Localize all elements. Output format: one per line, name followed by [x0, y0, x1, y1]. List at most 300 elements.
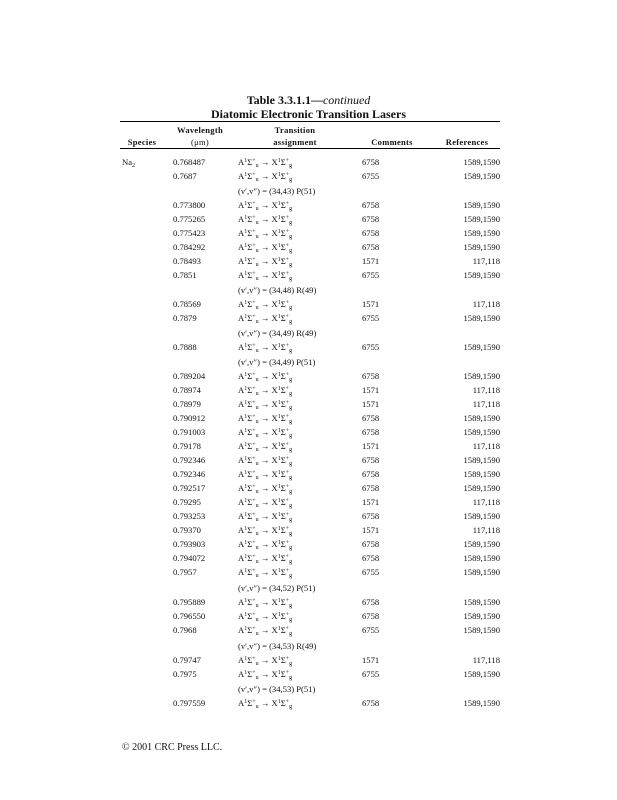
- transition-part: X: [271, 242, 278, 252]
- transition-part: g: [289, 447, 293, 453]
- transition-part: +: [285, 158, 290, 164]
- transition-part: Σ: [247, 399, 253, 409]
- transition-part: A: [238, 256, 245, 266]
- transition-part: u: [255, 234, 259, 240]
- references-cell: 117,118: [472, 385, 500, 395]
- transition-part: +: [285, 229, 290, 235]
- transition-part: →: [258, 371, 272, 381]
- transition-part: 1: [277, 215, 281, 221]
- references-cell: 1589,1590: [463, 469, 500, 479]
- transition-assignment: [238, 427, 292, 438]
- transition-part: g: [289, 405, 293, 411]
- transition-part: A: [238, 399, 245, 409]
- comments-cell: 6758: [362, 611, 380, 621]
- transition-part: Σ: [280, 597, 286, 607]
- comments-cell: 6758: [362, 511, 380, 521]
- transition-assignment: [238, 441, 292, 452]
- header-top-rule: [120, 121, 500, 122]
- transition-part: X: [271, 228, 278, 238]
- transition-part: g: [289, 475, 293, 481]
- transition-part: u: [255, 305, 259, 311]
- transition-part: g: [289, 419, 293, 425]
- vibrational-label: (v′,v″) = (34,48) R(49): [238, 285, 317, 295]
- transition-part: 1: [277, 626, 281, 632]
- transition-part: 1: [244, 271, 248, 277]
- col-header-wavelength: [165, 124, 235, 148]
- transition-part: X: [271, 427, 278, 437]
- wavelength-cell: 0.79178: [173, 441, 201, 451]
- transition-part: 1: [277, 414, 281, 420]
- transition-part: Σ: [280, 525, 286, 535]
- transition-part: 1: [244, 172, 248, 178]
- transition-part: Σ: [280, 539, 286, 549]
- transition-part: Σ: [247, 483, 253, 493]
- references-cell: 1589,1590: [463, 270, 500, 280]
- transition-part: 1: [244, 314, 248, 320]
- wavelength-cell: 0.797559: [173, 698, 206, 708]
- transition-part: →: [258, 539, 272, 549]
- wavelength-cell: 0.79370: [173, 525, 201, 535]
- transition-part: →: [258, 455, 272, 465]
- transition-part: X: [271, 655, 278, 665]
- transition-part: Σ: [280, 256, 286, 266]
- transition-part: g: [289, 319, 293, 325]
- transition-part: X: [271, 469, 278, 479]
- references-cell: 1589,1590: [463, 200, 500, 210]
- transition-part: →: [258, 342, 272, 352]
- references-cell: 1589,1590: [463, 625, 500, 635]
- wavelength-cell: 0.7957: [173, 567, 197, 577]
- transition-assignment: [238, 171, 292, 182]
- transition-part: +: [252, 526, 256, 532]
- transition-part: 1: [244, 400, 248, 406]
- transition-part: +: [285, 456, 290, 462]
- transition-part: Σ: [247, 597, 253, 607]
- wavelength-cell: 0.775423: [173, 228, 206, 238]
- transition-part: X: [271, 611, 278, 621]
- transition-part: X: [271, 455, 278, 465]
- transition-part: +: [252, 271, 256, 277]
- transition-assignment: [238, 342, 292, 353]
- transition-part: A: [238, 270, 245, 280]
- transition-part: 1: [244, 243, 248, 249]
- transition-assignment: [238, 483, 292, 494]
- references-cell: 1589,1590: [463, 413, 500, 423]
- transition-part: 1: [244, 442, 248, 448]
- transition-part: u: [255, 704, 259, 710]
- references-cell: 1589,1590: [463, 313, 500, 323]
- transition-part: 1: [244, 699, 248, 705]
- transition-part: g: [289, 206, 293, 212]
- transition-part: →: [258, 200, 272, 210]
- transition-part: u: [255, 163, 259, 169]
- references-cell: 1589,1590: [463, 157, 500, 167]
- transition-part: Σ: [280, 299, 286, 309]
- transition-part: A: [238, 427, 245, 437]
- references-cell: 117,118: [472, 399, 500, 409]
- transition-part: 1: [277, 670, 281, 676]
- vibrational-label: (v′,v″) = (34,53) R(49): [238, 641, 317, 651]
- transition-part: Σ: [280, 567, 286, 577]
- transition-part: Σ: [247, 256, 253, 266]
- transition-part: +: [252, 612, 256, 618]
- transition-part: →: [258, 567, 272, 577]
- transition-part: A: [238, 385, 245, 395]
- transition-part: +: [252, 656, 256, 662]
- comments-cell: 1571: [362, 299, 380, 309]
- transition-part: +: [285, 484, 290, 490]
- transition-part: A: [238, 669, 245, 679]
- transition-part: 1: [244, 540, 248, 546]
- transition-part: g: [289, 262, 293, 268]
- transition-part: g: [289, 461, 293, 467]
- transition-part: →: [258, 256, 272, 266]
- transition-part: Σ: [280, 371, 286, 381]
- transition-part: g: [289, 559, 293, 565]
- col-header-species: Species: [127, 137, 157, 147]
- transition-part: +: [285, 215, 290, 221]
- references-cell: 1589,1590: [463, 214, 500, 224]
- transition-part: g: [289, 603, 293, 609]
- transition-part: Σ: [280, 385, 286, 395]
- transition-part: +: [285, 540, 290, 546]
- vibrational-label: (v′,v″) = (34,52) P(51): [238, 583, 316, 593]
- transition-part: Σ: [280, 242, 286, 252]
- transition-part: X: [271, 525, 278, 535]
- transition-part: u: [255, 545, 259, 551]
- transition-part: 1: [244, 612, 248, 618]
- transition-part: +: [285, 343, 290, 349]
- transition-part: X: [271, 157, 278, 167]
- transition-part: →: [258, 214, 272, 224]
- transition-assignment: [238, 413, 292, 424]
- transition-assignment: [238, 655, 292, 666]
- copyright-footer: © 2001 CRC Press LLC.: [122, 742, 223, 753]
- transition-part: g: [289, 348, 293, 354]
- title-continued: continued: [322, 93, 371, 107]
- transition-part: A: [238, 228, 245, 238]
- comments-cell: 6755: [362, 342, 380, 352]
- transition-part: X: [271, 698, 278, 708]
- transition-part: g: [289, 517, 293, 523]
- transition-part: 1: [277, 257, 281, 263]
- transition-part: X: [271, 483, 278, 493]
- transition-part: Σ: [280, 342, 286, 352]
- col-header-wavelength-unit: (μm): [190, 137, 210, 147]
- transition-assignment: [238, 200, 292, 211]
- transition-part: u: [255, 489, 259, 495]
- transition-part: u: [255, 517, 259, 523]
- transition-part: +: [285, 554, 290, 560]
- comments-cell: 1571: [362, 441, 380, 451]
- transition-part: +: [285, 512, 290, 518]
- transition-part: 1: [277, 343, 281, 349]
- transition-part: +: [285, 257, 290, 263]
- references-cell: 1589,1590: [463, 483, 500, 493]
- transition-part: Σ: [280, 483, 286, 493]
- transition-part: 1: [244, 656, 248, 662]
- references-cell: 117,118: [472, 525, 500, 535]
- transition-part: X: [271, 342, 278, 352]
- transition-part: A: [238, 597, 245, 607]
- wavelength-cell: 0.768487: [173, 157, 206, 167]
- wavelength-cell: 0.79295: [173, 497, 201, 507]
- references-cell: 1589,1590: [463, 171, 500, 181]
- transition-part: A: [238, 342, 245, 352]
- transition-part: Σ: [247, 669, 253, 679]
- transition-part: →: [258, 413, 272, 423]
- transition-part: +: [252, 215, 256, 221]
- transition-part: Σ: [247, 553, 253, 563]
- transition-part: u: [255, 531, 259, 537]
- transition-part: Σ: [280, 669, 286, 679]
- wavelength-cell: 0.7968: [173, 625, 197, 635]
- transition-part: A: [238, 525, 245, 535]
- transition-part: 1: [277, 498, 281, 504]
- transition-part: g: [289, 573, 293, 579]
- transition-part: g: [289, 234, 293, 240]
- references-cell: 1589,1590: [463, 342, 500, 352]
- transition-assignment: [238, 567, 292, 578]
- wavelength-cell: 0.792517: [173, 483, 206, 493]
- comments-cell: 1571: [362, 525, 380, 535]
- transition-part: Σ: [247, 539, 253, 549]
- wavelength-cell: 0.789204: [173, 371, 206, 381]
- transition-assignment: [238, 399, 292, 410]
- comments-cell: 1571: [362, 399, 380, 409]
- comments-cell: 6758: [362, 483, 380, 493]
- transition-part: A: [238, 441, 245, 451]
- references-cell: 117,118: [472, 655, 500, 665]
- transition-part: u: [255, 503, 259, 509]
- table-title: [0, 93, 617, 108]
- transition-part: +: [285, 414, 290, 420]
- transition-part: 1: [244, 554, 248, 560]
- transition-part: Σ: [247, 242, 253, 252]
- comments-cell: 6758: [362, 698, 380, 708]
- wavelength-cell: 0.773800: [173, 200, 206, 210]
- comments-cell: 6758: [362, 242, 380, 252]
- transition-part: +: [285, 612, 290, 618]
- vibrational-label: (v′,v″) = (34,49) P(51): [238, 357, 316, 367]
- transition-part: X: [271, 313, 278, 323]
- transition-part: +: [252, 229, 256, 235]
- references-cell: 1589,1590: [463, 567, 500, 577]
- transition-part: g: [289, 675, 293, 681]
- transition-part: X: [271, 371, 278, 381]
- transition-part: Σ: [247, 371, 253, 381]
- comments-cell: 6758: [362, 157, 380, 167]
- header-bottom-rule: [120, 148, 500, 149]
- transition-part: u: [255, 391, 259, 397]
- transition-part: A: [238, 371, 245, 381]
- transition-part: Σ: [247, 567, 253, 577]
- transition-part: Σ: [280, 625, 286, 635]
- wavelength-cell: 0.795889: [173, 597, 206, 607]
- transition-part: Σ: [247, 228, 253, 238]
- wavelength-cell: 0.79747: [173, 655, 201, 665]
- references-cell: 1589,1590: [463, 611, 500, 621]
- transition-part: u: [255, 475, 259, 481]
- transition-part: +: [252, 540, 256, 546]
- comments-cell: 6755: [362, 669, 380, 679]
- wavelength-cell: 0.7687: [173, 171, 197, 181]
- transition-part: Σ: [247, 214, 253, 224]
- transition-part: 1: [244, 470, 248, 476]
- transition-part: 1: [244, 626, 248, 632]
- transition-part: u: [255, 319, 259, 325]
- transition-part: 1: [277, 271, 281, 277]
- transition-part: 1: [277, 456, 281, 462]
- transition-part: +: [252, 456, 256, 462]
- transition-part: +: [252, 598, 256, 604]
- transition-assignment: [238, 497, 292, 508]
- transition-assignment: [238, 371, 292, 382]
- transition-part: X: [271, 214, 278, 224]
- transition-part: 1: [277, 229, 281, 235]
- transition-part: X: [271, 385, 278, 395]
- transition-part: A: [238, 242, 245, 252]
- transition-part: g: [289, 661, 293, 667]
- transition-part: u: [255, 348, 259, 354]
- transition-part: A: [238, 455, 245, 465]
- transition-part: →: [258, 669, 272, 679]
- transition-part: A: [238, 299, 245, 309]
- transition-part: →: [258, 228, 272, 238]
- transition-part: X: [271, 511, 278, 521]
- transition-part: 1: [244, 568, 248, 574]
- references-cell: 117,118: [472, 497, 500, 507]
- comments-cell: 6758: [362, 553, 380, 563]
- transition-part: →: [258, 553, 272, 563]
- transition-part: u: [255, 377, 259, 383]
- table-subtitle: Diatomic Electronic Transition Lasers: [211, 107, 406, 121]
- transition-part: +: [285, 271, 290, 277]
- transition-part: →: [258, 385, 272, 395]
- comments-cell: 6755: [362, 625, 380, 635]
- transition-part: Σ: [247, 171, 253, 181]
- references-cell: 1589,1590: [463, 511, 500, 521]
- species-base: Na: [122, 157, 133, 167]
- transition-part: +: [252, 386, 256, 392]
- transition-part: Σ: [280, 157, 286, 167]
- transition-part: A: [238, 157, 245, 167]
- transition-part: A: [238, 539, 245, 549]
- transition-part: 1: [277, 300, 281, 306]
- transition-part: X: [271, 597, 278, 607]
- transition-part: Σ: [247, 157, 253, 167]
- transition-part: +: [285, 699, 290, 705]
- transition-part: +: [252, 314, 256, 320]
- transition-part: u: [255, 461, 259, 467]
- transition-part: 1: [277, 428, 281, 434]
- transition-part: Σ: [247, 385, 253, 395]
- transition-part: Σ: [247, 441, 253, 451]
- transition-part: +: [285, 314, 290, 320]
- transition-part: +: [252, 172, 256, 178]
- comments-cell: 6755: [362, 313, 380, 323]
- transition-part: Σ: [247, 200, 253, 210]
- transition-part: Σ: [280, 270, 286, 280]
- transition-assignment: [238, 553, 292, 564]
- transition-part: u: [255, 206, 259, 212]
- transition-part: 1: [277, 314, 281, 320]
- transition-part: Σ: [247, 427, 253, 437]
- transition-part: u: [255, 419, 259, 425]
- transition-part: 1: [244, 526, 248, 532]
- comments-cell: 6755: [362, 567, 380, 577]
- transition-assignment: [238, 270, 292, 281]
- transition-part: Σ: [247, 611, 253, 621]
- transition-part: A: [238, 214, 245, 224]
- transition-part: u: [255, 433, 259, 439]
- comments-cell: 6758: [362, 427, 380, 437]
- transition-part: →: [258, 497, 272, 507]
- transition-part: +: [285, 670, 290, 676]
- transition-part: A: [238, 698, 245, 708]
- transition-part: X: [271, 625, 278, 635]
- transition-part: A: [238, 171, 245, 181]
- transition-assignment: [238, 539, 292, 550]
- transition-part: u: [255, 248, 259, 254]
- comments-cell: 6758: [362, 455, 380, 465]
- transition-part: Σ: [280, 655, 286, 665]
- transition-part: →: [258, 299, 272, 309]
- transition-part: +: [252, 554, 256, 560]
- wavelength-cell: 0.78979: [173, 399, 201, 409]
- transition-part: g: [289, 489, 293, 495]
- transition-part: u: [255, 631, 259, 637]
- transition-part: X: [271, 539, 278, 549]
- transition-part: 1: [277, 540, 281, 546]
- transition-assignment: [238, 511, 292, 522]
- col-header-transition-line2: assignment: [273, 137, 317, 147]
- references-cell: 1589,1590: [463, 242, 500, 252]
- transition-part: +: [252, 414, 256, 420]
- transition-assignment: [238, 157, 292, 168]
- transition-part: Σ: [280, 497, 286, 507]
- transition-assignment: [238, 228, 292, 239]
- transition-part: +: [285, 526, 290, 532]
- transition-assignment: [238, 611, 292, 622]
- transition-part: 1: [244, 456, 248, 462]
- comments-cell: 6758: [362, 200, 380, 210]
- transition-part: 1: [277, 201, 281, 207]
- transition-part: +: [285, 656, 290, 662]
- transition-part: X: [271, 399, 278, 409]
- comments-cell: 6755: [362, 171, 380, 181]
- transition-part: +: [285, 372, 290, 378]
- transition-part: +: [252, 699, 256, 705]
- transition-part: Σ: [247, 342, 253, 352]
- wavelength-cell: 0.790912: [173, 413, 206, 423]
- references-cell: 117,118: [472, 441, 500, 451]
- transition-part: +: [285, 201, 290, 207]
- transition-part: X: [271, 497, 278, 507]
- col-header-transition: [255, 124, 335, 148]
- transition-part: u: [255, 675, 259, 681]
- transition-part: Σ: [280, 200, 286, 210]
- transition-part: 1: [244, 428, 248, 434]
- transition-part: g: [289, 704, 293, 710]
- transition-part: 1: [244, 215, 248, 221]
- transition-part: g: [289, 248, 293, 254]
- transition-part: 1: [244, 229, 248, 235]
- transition-part: Σ: [247, 413, 253, 423]
- transition-part: Σ: [280, 698, 286, 708]
- wavelength-cell: 0.7888: [173, 342, 197, 352]
- transition-part: X: [271, 441, 278, 451]
